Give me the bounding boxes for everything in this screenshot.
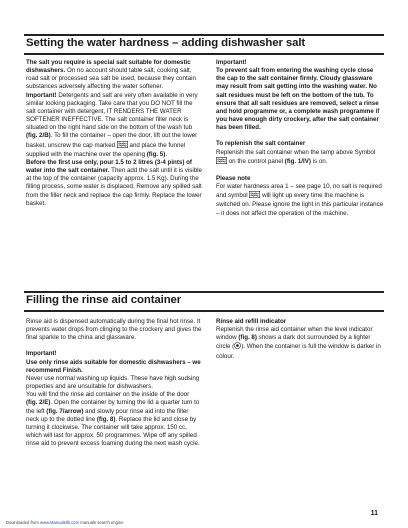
paragraph-rinse-aid-intro: Rinse aid is dispensed automatically during the final hot rinse. It prevents water drops from clinging to the crockery and gives the final sparkle to the china and glassware. — [26, 318, 202, 342]
salt-wave-icon — [249, 191, 260, 201]
paragraph-replenish-salt: Replenish the salt container when the lamp above Symbol on the control panel (fig. 1/IV) is on. — [216, 149, 384, 167]
paragraph-water-hardness-note: For water hardness area 1 – see page 10, no salt is required and symbol will light up every time the machine is switched on. Please ignore the light in this particular instance – it does not affect the operation of the machine. — [216, 183, 384, 217]
section-rule-bottom — [24, 310, 384, 312]
heading-refill-indicator: Rinse aid refill indicator — [216, 318, 287, 325]
section-heading-rinse-aid: Filling the rinse aid container — [26, 294, 182, 306]
right-column-salt — [216, 59, 384, 218]
heading-important: Important! — [26, 350, 57, 358]
section-heading-water-hardness: Setting the water hardness – adding dishwasher salt — [26, 37, 306, 49]
salt-wave-icon — [216, 157, 227, 167]
section-rule-bottom — [24, 53, 384, 55]
section-rule-top — [24, 291, 384, 293]
left-column-rinse-aid — [26, 318, 202, 448]
paragraph-prevent-salt: To prevent salt from entering the washing cycle close the cap to the salt container firmly. Cloudy glassware may result from salt getting into the washing water. No salt residues must be left on the bottom of the tub. To ensure that all salt residues are removed, select a rinse and hold programme or, a complete wash programme if you have enough dirty crockery, after the salt container has been filled. — [216, 67, 380, 132]
download-footer: Downloaded from www.Manualslib.com manuals search engine — [6, 520, 124, 525]
heading-please-note: Please note — [216, 174, 251, 182]
heading-replenish-salt: To replenish the salt container — [216, 140, 306, 148]
paragraph-no-washing-liquid: Never use normal washing up liquids. These have high sudsing properties and are unsuitable for dishwashers. — [26, 374, 200, 391]
paragraph-first-use: Before the first use only, pour 1.5 to 2 litres (3-4 pints) of water into the salt container. Then add the salt until it is visible at the top of the container (capacity approx. 1.5 Kg). During the filling process, some water is displaced. Remove any spilled salt from the filler neck and replace the cap firmly. Replace the lower basket. — [26, 158, 202, 207]
left-column-salt — [26, 59, 202, 208]
paragraph-refill-indicator: Replenish the rinse aid container when the level indicator window (fig. 8) shows a dark dot surrounded by a lighter circle ( ). When the container is full the window is darker in colour. — [216, 326, 381, 360]
manualslib-link[interactable]: www.Manualslib.com — [39, 520, 80, 525]
right-column-rinse-aid — [216, 318, 384, 361]
salt-wave-icon — [117, 141, 128, 151]
section-rule-top — [24, 34, 384, 36]
heading-important: Important! — [216, 59, 247, 66]
paragraph-use-rinse-aids: Use only rinse aids suitable for domestic dishwashers – we recommend Finish. — [26, 358, 201, 374]
paragraph-important-detergent: Important! Detergents and salt are very often available in very similar looking packaging. Take care that you DO NOT fill the salt container with detergent, IT RENDERS THE WATER SOFTENER INEFFECTIVE. The salt container filler neck is situated on the right hand side on the bottom of the wash tub (fig. 2/B). To fill the container – open the door, lift out the lower basket, unscrew the cap marked and place the funnel supplied with the machine over the opening (fig. 5). — [26, 91, 198, 158]
page-number: 11 — [370, 510, 378, 517]
paragraph-fill-container: You will find the rinse aid container on the inside of the door (fig. 2/E). Open the container by turning the lid a quarter turn to the left (fig. 7/arrow) and slowly pour rinse aid into the filler neck up to the dotted line (fig. 8). Replace the lid and close by turning it clockwise. The container will take approx. 150 cc, which will last for approx. 50 programmes. Wipe off any spilled rinse aid to prevent excess foaming during the next wash cycle. — [26, 391, 200, 448]
paragraph-salt-type: The salt you require is special salt suitable for domestic dishwashers. On no account should table salt, cooking salt, road salt or processed sea salt be used, because they contain substances adversely affecting the water softener. — [26, 59, 196, 91]
